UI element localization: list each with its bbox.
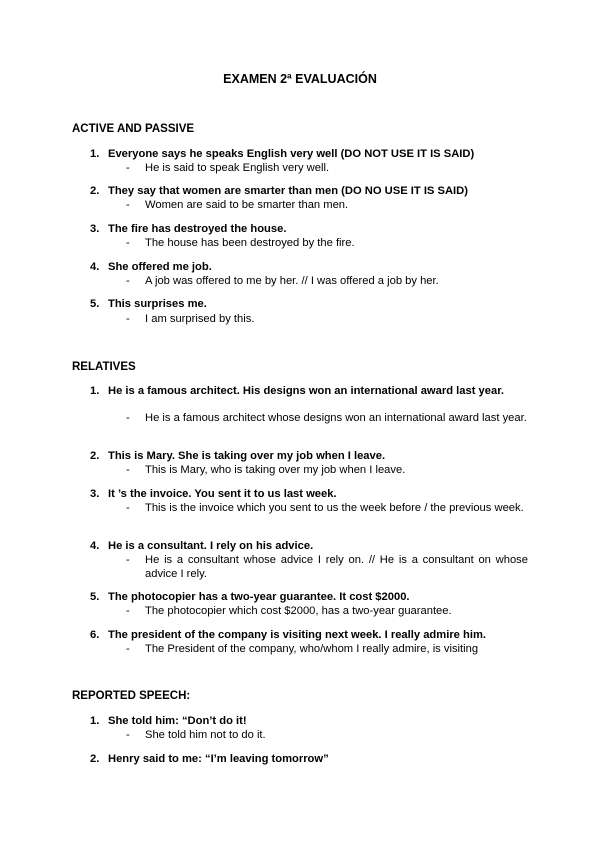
question-number: 1. (90, 385, 100, 397)
answer-text: A job was offered to me by her. // I was offered a job by her. (145, 275, 439, 287)
answer-item (126, 464, 528, 478)
question-item (90, 540, 528, 554)
question-item (90, 223, 528, 237)
question-number: 4. (90, 261, 100, 273)
answer-dash: - (126, 643, 130, 655)
question-item (90, 261, 528, 275)
answer-dash: - (126, 502, 130, 514)
answer-item (126, 412, 528, 426)
question-number: 4. (90, 540, 100, 552)
question-item (90, 753, 528, 767)
answer-dash: - (126, 554, 130, 566)
answer-dash: - (126, 313, 130, 325)
answer-dash: - (126, 275, 130, 287)
question-text: He is a famous architect. His designs won an international award last year. (108, 385, 505, 397)
answer-item (126, 237, 528, 251)
question-text: The fire has destroyed the house. (108, 223, 287, 235)
answer-text: I am surprised by this. (145, 313, 255, 325)
answer-item (126, 502, 528, 516)
question-number: 2. (90, 450, 100, 462)
answer-dash: - (126, 237, 130, 249)
question-item (90, 715, 528, 729)
answer-text: He is said to speak English very well. (145, 162, 330, 174)
question-item (90, 385, 528, 399)
answer-item (126, 554, 528, 581)
answer-item (126, 605, 528, 619)
question-number: 1. (90, 148, 100, 160)
question-number: 6. (90, 629, 100, 641)
question-text: The president of the company is visiting next week. I really admire him. (108, 629, 486, 641)
answer-item (126, 643, 528, 657)
question-item (90, 298, 528, 312)
answer-dash: - (126, 729, 130, 741)
answer-item (126, 275, 528, 289)
page-title: EXAMEN 2ª EVALUACIÓN (223, 72, 377, 86)
question-text: It ’s the invoice. You sent it to us last week. (108, 488, 337, 500)
question-number: 5. (90, 591, 100, 603)
section-heading-active-passive: ACTIVE AND PASSIVE (72, 123, 195, 135)
question-text: She told him: “Don’t do it! (108, 715, 247, 727)
answer-item (126, 313, 528, 327)
question-text: The photocopier has a two-year guarantee. It cost $2000. (108, 591, 410, 603)
answer-dash: - (126, 464, 130, 476)
question-item (90, 148, 528, 162)
answer-dash: - (126, 199, 130, 211)
section-heading-relatives: RELATIVES (72, 361, 136, 373)
question-item (90, 450, 528, 464)
question-number: 2. (90, 753, 100, 765)
answer-item (126, 729, 528, 743)
answer-dash: - (126, 412, 130, 424)
question-text: This is Mary. She is taking over my job when I leave. (108, 450, 386, 462)
answer-text: Women are said to be smarter than men. (145, 199, 349, 211)
question-text: She offered me job. (108, 261, 212, 273)
answer-text: The President of the company, who/whom I really admire, is visiting (145, 643, 479, 655)
answer-text: This is the invoice which you sent to us the week before / the previous week. (145, 502, 524, 514)
question-item (90, 629, 528, 643)
question-text: They say that women are smarter than men (DO NO USE IT IS SAID) (108, 185, 468, 197)
question-text: Henry said to me: “I’m leaving tomorrow” (108, 753, 329, 765)
question-item (90, 488, 528, 502)
question-number: 3. (90, 223, 100, 235)
answer-item (126, 162, 528, 176)
section-heading-reported-speech: REPORTED SPEECH: (72, 690, 191, 702)
answer-dash: - (126, 162, 130, 174)
answer-text: The photocopier which cost $2000, has a two-year guarantee. (145, 605, 452, 617)
answer-text: He is a consultant whose advice I rely on. // He is a consultant on whose advice I rely. (145, 554, 528, 580)
question-item (90, 591, 528, 605)
answer-dash: - (126, 605, 130, 617)
question-number: 1. (90, 715, 100, 727)
question-item (90, 185, 528, 199)
answer-text: The house has been destroyed by the fire. (145, 237, 355, 249)
answer-text: This is Mary, who is taking over my job when I leave. (145, 464, 406, 476)
question-number: 3. (90, 488, 100, 500)
question-text: This surprises me. (108, 298, 207, 310)
answer-text: He is a famous architect whose designs won an international award last year. (145, 412, 527, 424)
answer-item (126, 199, 528, 213)
question-number: 2. (90, 185, 100, 197)
question-text: Everyone says he speaks English very well (DO NOT USE IT IS SAID) (108, 148, 475, 160)
question-text: He is a consultant. I rely on his advice. (108, 540, 314, 552)
answer-text: She told him not to do it. (145, 729, 266, 741)
question-number: 5. (90, 298, 100, 310)
